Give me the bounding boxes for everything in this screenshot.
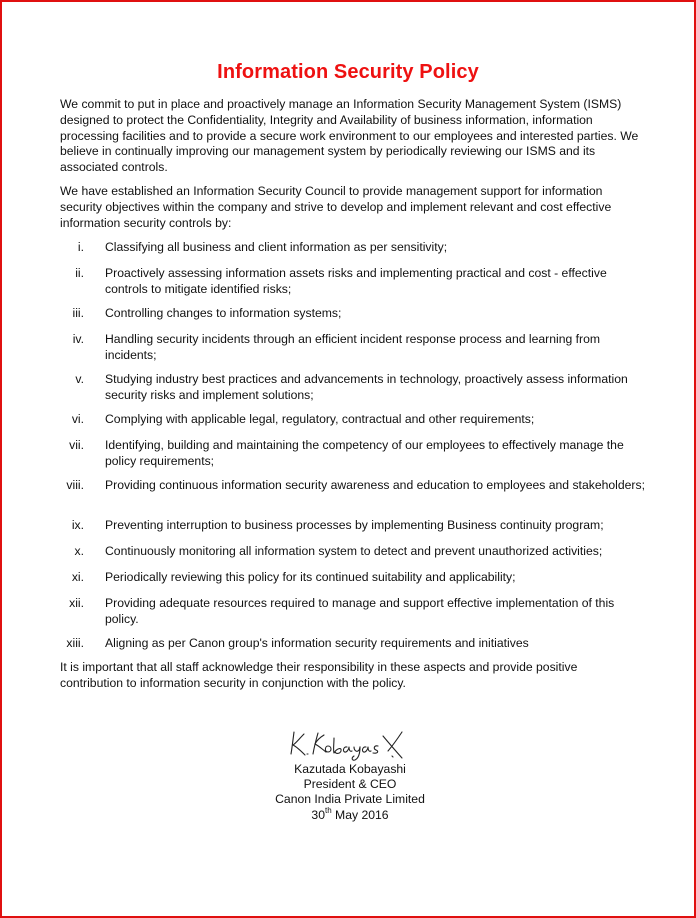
date-suffix: th [324,805,332,815]
list-item-number: v. [75,372,84,386]
intro-paragraph: We commit to put in place and proactively manage an Information Security Management System (ISMS) designed to protect the Confidentiality, Integrity and Availability of business information, information processing facilities and to provide a secure work environment to our employees and interested parties. We believe in continually improving our management system by periodically reviewing our ISMS and its associated controls. [60,97,639,175]
date-day: 30 [311,807,325,822]
list-item-number: ix. [71,518,84,532]
list-item-text: Classifying all business and client information as per sensitivity; [105,240,448,254]
signatory-name: Kazutada Kobayashi [294,762,406,776]
list-item-number: i. [77,240,84,254]
list-item-text: Aligning as per Canon group's information security requirements and initiatives [105,636,529,650]
list-item-number: xi. [71,570,84,584]
signatory-role: President & CEO [303,777,397,792]
list-item-number: xiii. [66,636,84,650]
signature-block [2,762,696,823]
date-month-year: May 2016 [331,807,389,822]
list-item-text: Identifying, building and maintaining the competency of our employees to effectively manage the policy requirements; [105,438,624,468]
list-item-number: xii. [69,596,84,610]
list-item-text: Preventing interruption to business processes by implementing Business continuity program; [105,518,604,532]
list-item-number: vii. [69,438,84,452]
signatory-company: Canon India Private Limited [275,792,425,807]
list-item-text: Controlling changes to information systems; [105,306,342,320]
list-item-text: Periodically reviewing this policy for its continued suitability and applicability; [105,570,516,584]
list-item-text: Providing adequate resources required to manage and support effective implementation of this policy. [105,596,615,626]
list-item-text: Continuously monitoring all information system to detect and prevent unauthorized activities; [105,544,603,558]
list-item-number: iv. [72,332,84,346]
list-item-number: viii. [66,478,84,492]
closing-paragraph: It is important that all staff acknowledge their responsibility in these aspects and provide positive contribution to information security in conjunction with the policy. [60,660,578,690]
list-item-text: Handling security incidents through an efficient incident response process and learning from incidents; [105,332,601,362]
list-item-text: Complying with applicable legal, regulatory, contractual and other requirements; [105,412,535,426]
list-item-number: iii. [72,306,84,320]
council-paragraph: We have established an Information Security Council to provide management support for information security objectives within the company and strive to develop and implement relevant and cost effective information security controls by: [60,184,612,230]
list-item-number: ii. [75,266,84,280]
handwritten-signature [284,724,414,762]
signature-date [2,805,696,823]
list-item-text: Providing continuous information security awareness and education to employees and stakeholders; [105,478,645,492]
list-item-number: vi. [71,412,84,426]
list-item-text: Studying industry best practices and advancements in technology, proactively assess information security risks and implement solutions; [105,372,628,402]
list-item-number: x. [74,544,84,558]
list-item-text: Proactively assessing information assets risks and implementing practical and cost - effective controls to mitigate identified risks; [105,266,607,296]
page-title: Information Security Policy [217,61,479,83]
